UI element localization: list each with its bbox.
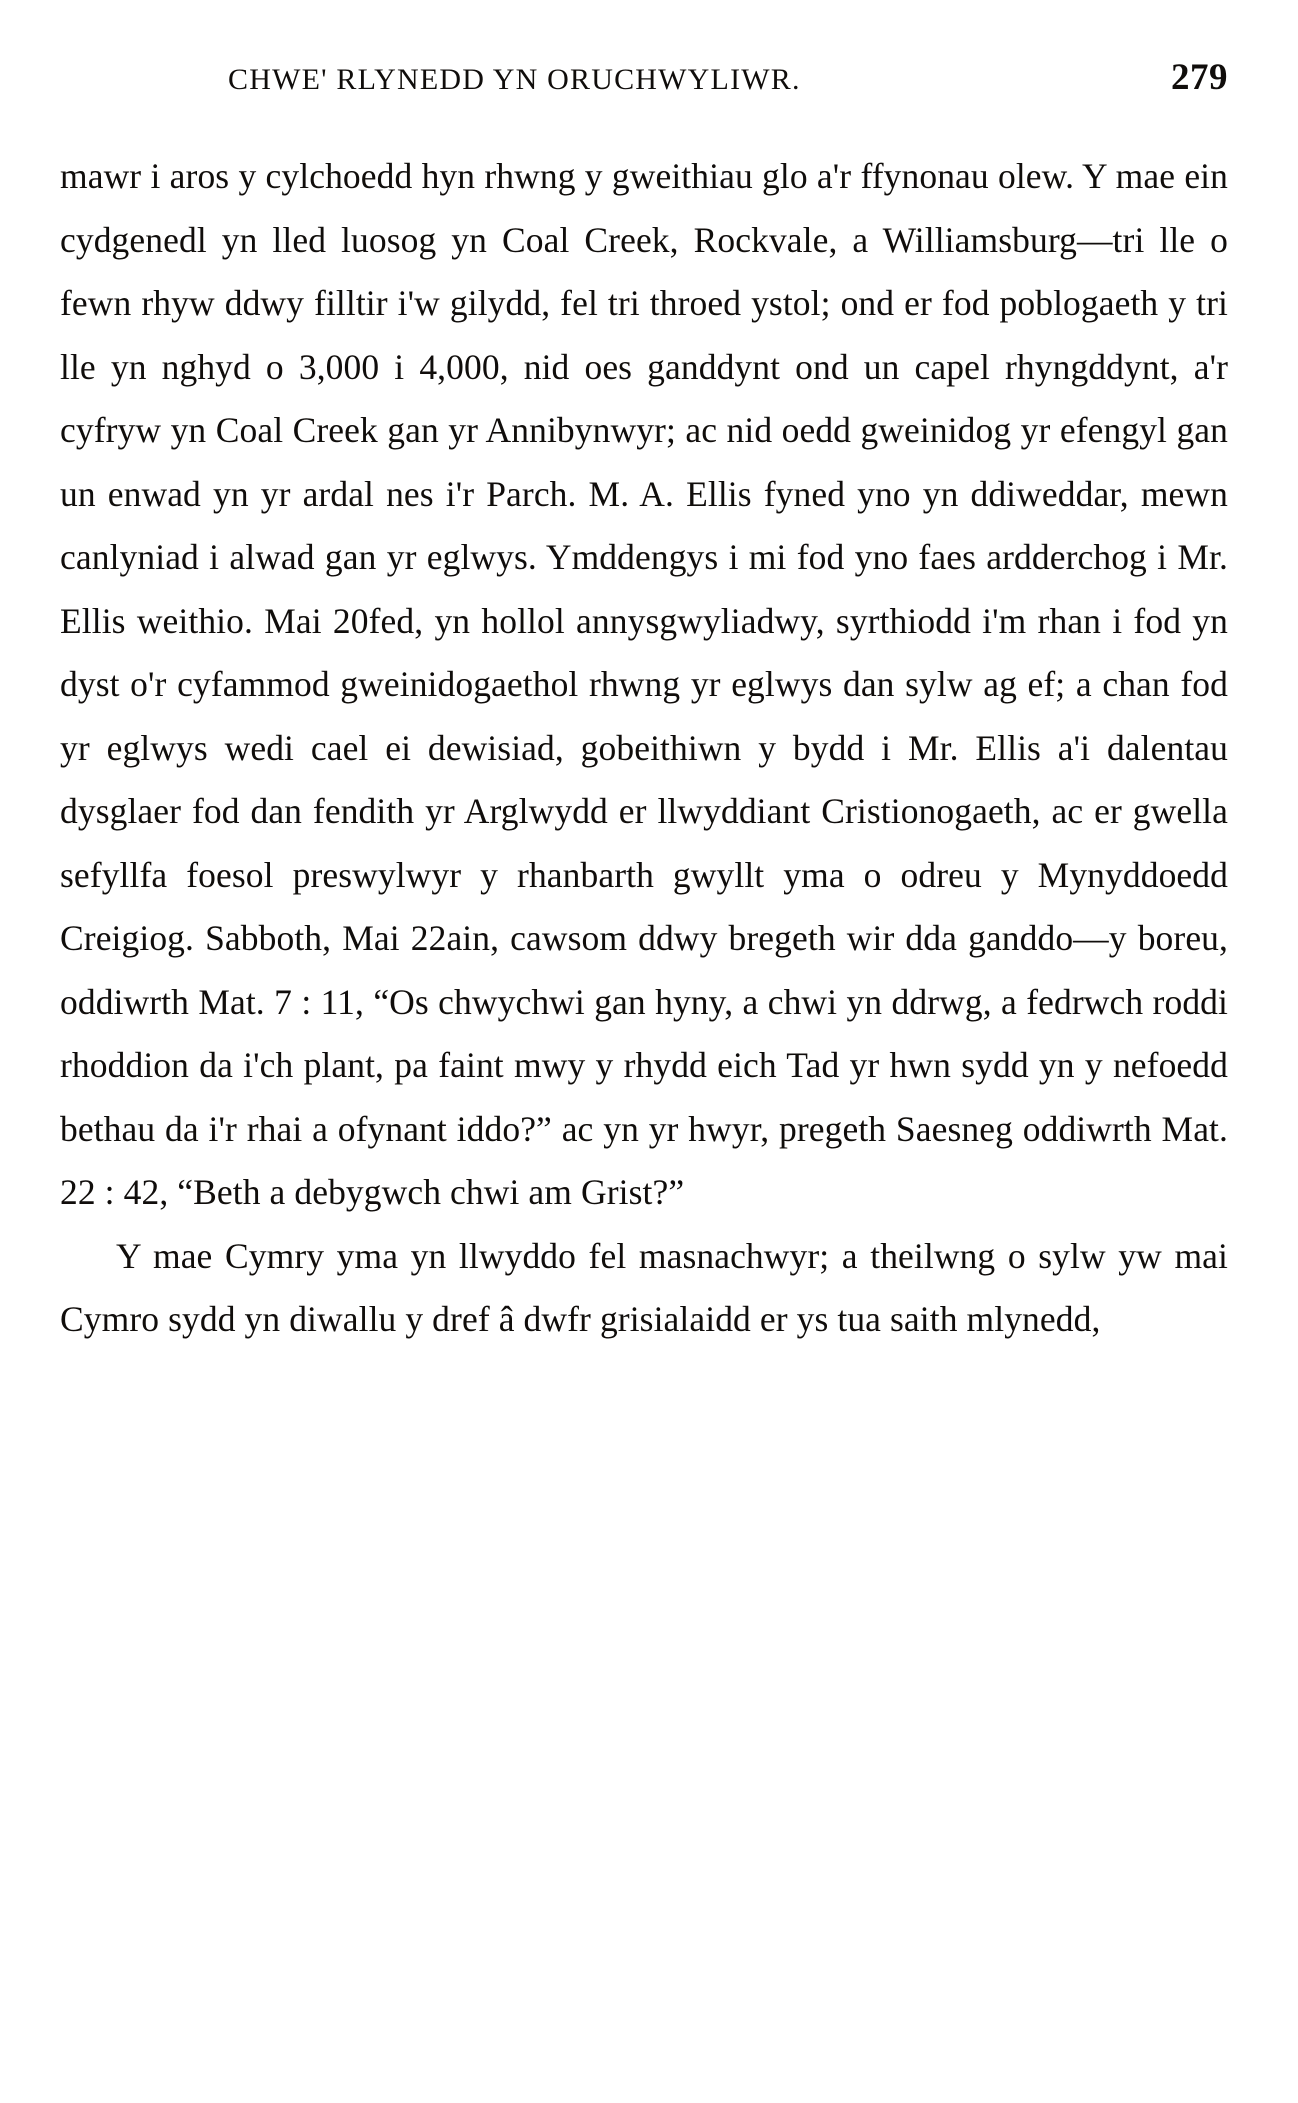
paragraph-2: Y mae Cymry yma yn llwyddo fel masnachwyr; a theilwng o sylw yw mai Cymro sydd yn diwallu y dref â dwfr grisialaidd er ys tua saith mlynedd,	[60, 1235, 1228, 1339]
body-text	[38, 145, 1250, 1352]
running-head-title: CHWE' RLYNEDD YN ORUCHWYLIWR.	[228, 63, 801, 96]
paragraph-1: mawr i aros y cylchoedd hyn rhwng y gweithiau glo a'r ffynonau olew. Y mae ein cydgenedl yn lled luosog yn Coal Creek, Rockvale, a Williamsburg—tri lle o fewn rhyw ddwy filltir i'w gilydd, fel tri throed ystol; ond er fod poblogaeth y tri lle yn nghyd o 3,000 i 4,000, nid oes ganddynt ond un capel rhyngddynt, a'r cyfryw yn Coal Creek gan yr Annibynwyr; ac nid oedd gweinidog yr efengyl gan un enwad yn yr ardal nes i'r Parch. M. A. Ellis fyned yno yn ddiweddar, mewn canlyniad i alwad gan yr eglwys. Ymddengys i mi fod yno faes ardderchog i Mr. Ellis weithio. Mai 20fed, yn hollol annysgwyliadwy, syrthiodd i'm rhan i fod yn dyst o'r cyfammod gweinidogaethol rhwng yr eglwys dan sylw ag ef; a chan fod yr eglwys wedi cael ei dewisiad, gobeithiwn y bydd i Mr. Ellis a'i dalentau dysglaer fod dan fendith yr Arglwydd er llwyddiant Cristionogaeth, ac er gwella sefyllfa foesol preswylwyr y rhanbarth gwyllt yma o odreu y Mynyddoedd Creigiog. Sabboth, Mai 22ain, cawsom ddwy bregeth wir dda ganddo—y boreu, oddiwrth Mat. 7 : 11, “Os chwychwi gan hyny, a chwi yn ddrwg, a fedrwch roddi rhoddion da i'ch plant, pa faint mwy y rhydd eich Tad yr hwn sydd yn y nefoedd bethau da i'r rhai a ofynant iddo?” ac yn yr hwyr, pregeth Saesneg oddiwrth Mat. 22 : 42, “Beth a debygwch chwi am Grist?”	[60, 156, 1228, 1212]
running-head	[38, 56, 1250, 99]
page-number: 279	[1171, 57, 1228, 98]
